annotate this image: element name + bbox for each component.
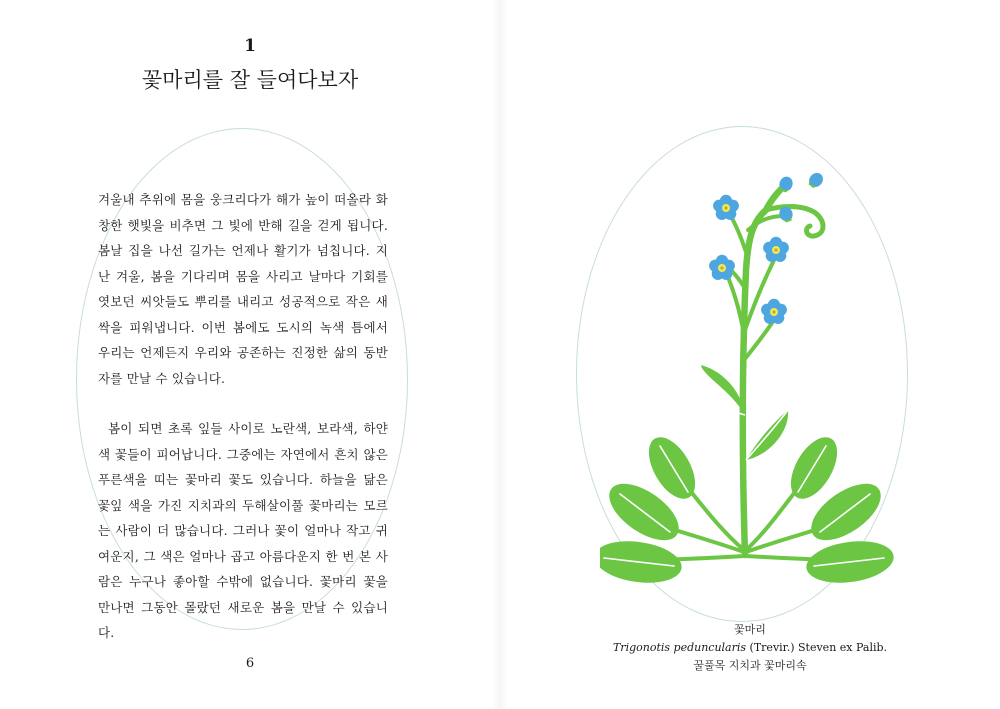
chapter-number: 1	[244, 36, 256, 56]
paragraph: 겨울내 추위에 몸을 웅크리다가 해가 높이 떠올라 화창한 햇빛을 비추면 그 빛에 반해 길을 걷게 됩니다. 봄날 집을 나선 길가는 언제나 활기가 넘칩니다. 지난 겨울, 봄을 기다리며 몸을 사리고 날마다 기회를 엿보던 씨앗들도 뿌리를 내리고 성공적으로 작은 새싹을 피워냅니다. 이번 봄에도 도시의 녹색 틈에서 우리는 언제든지 우리와 공존하는 진정한 삶의 동반자를 만날 수 있습니다.	[98, 192, 388, 386]
name-authority: (Trevir.) Steven ex Palib.	[746, 641, 888, 654]
common-name: 꽃마리	[734, 623, 766, 636]
taxonomy: 꿀풀목 지치과 꽃마리속	[693, 659, 807, 672]
scientific-name: Trigonotis peduncularis	[612, 641, 747, 654]
forget-me-not-illustration	[600, 160, 900, 590]
right-page	[500, 0, 1000, 709]
paragraph: 봄이 되면 초록 잎들 사이로 노란색, 보라색, 하얀색 꽃들이 피어납니다. 그중에는 자연에서 흔치 않은 푸른색을 띠는 꽃마리 꽃도 있습니다. 하늘을 닮은 꽃잎 색을 가진 지치과의 두해살이풀 꽃마리는 모르는 사람이 더 많습니다. 그러나 꽃이 얼마나 작고 귀여운지, 그 색은 얼마나 곱고 아름다운지 한 번 본 사람은 누구나 좋아할 수밖에 없습니다. 꽃마리 꽃을 만나면 그동안 몰랐던 새로운 봄을 만날 수 있습니다.	[98, 421, 388, 640]
chapter-title: 꽃마리를 잘 들여다보자	[141, 68, 359, 92]
page-number: 6	[245, 656, 255, 671]
body-text	[98, 187, 388, 646]
illustration-caption	[500, 621, 1000, 675]
scientific-name-line	[500, 639, 1000, 657]
